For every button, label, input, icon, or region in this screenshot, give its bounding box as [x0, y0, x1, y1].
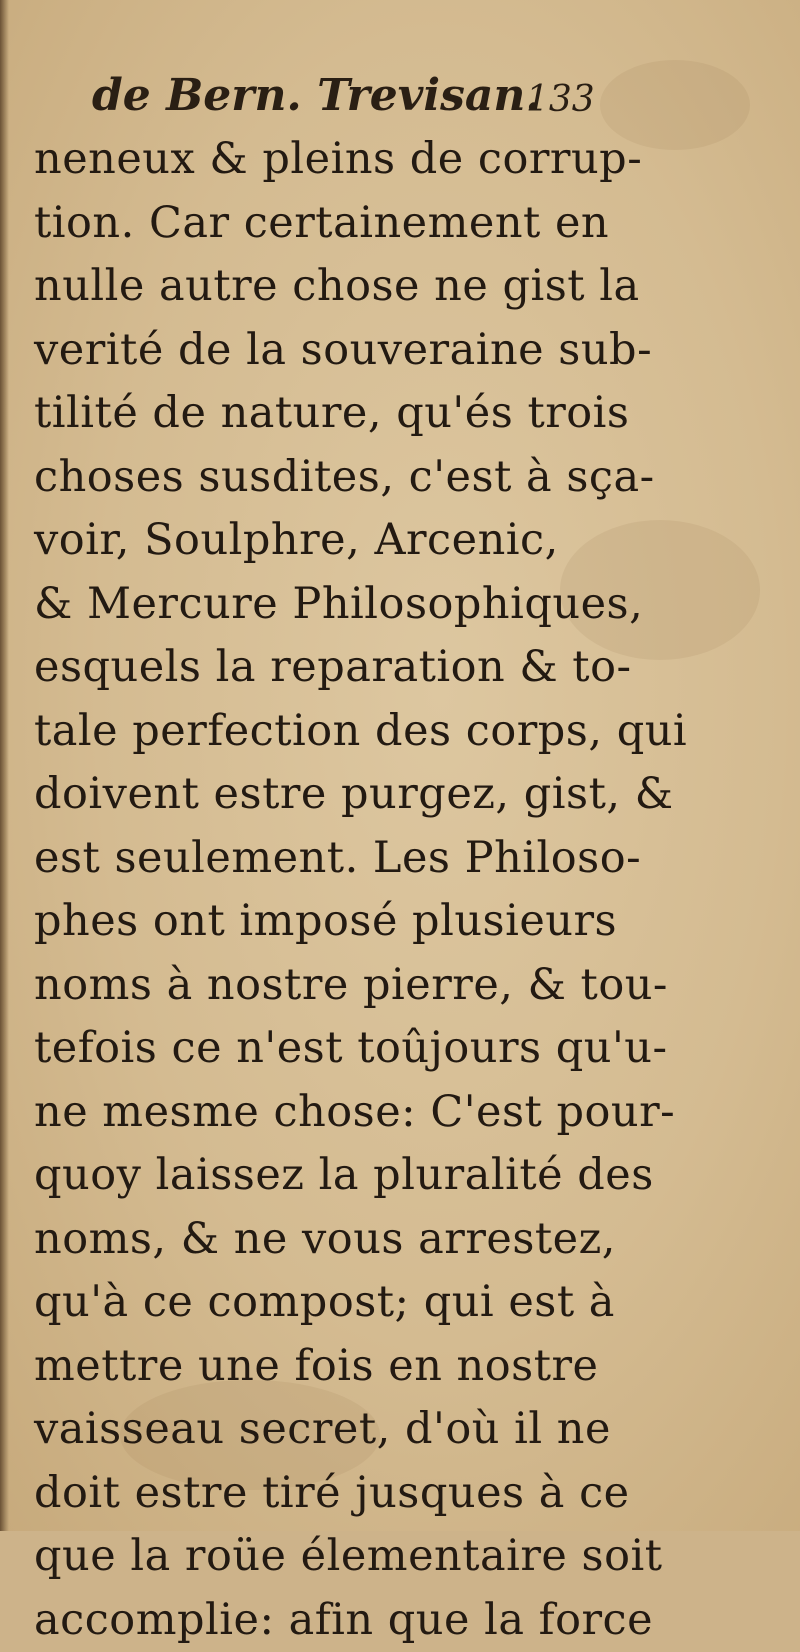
text-line: doivent estre purgez, gist, & [34, 763, 664, 827]
text-line: voir, Soulphre, Arcenic, [34, 509, 664, 573]
text-line: tefois ce n'est toûjours qu'u- [34, 1017, 664, 1081]
running-title: de Bern. Trevisan. [92, 66, 541, 126]
text-line: nulle autre chose ne gist la [34, 255, 664, 319]
text-line: & Mercure Philosophiques, [34, 573, 664, 637]
page-spine-edge [0, 0, 9, 1531]
text-line: verité de la souveraine sub- [34, 319, 664, 383]
text-line: phes ont imposé plusieurs [34, 890, 664, 954]
body-text [34, 128, 664, 1652]
text-line: mettre une fois en nostre [34, 1335, 664, 1399]
text-line: ne mesme chose: C'est pour- [34, 1081, 664, 1145]
text-line: tion. Car certainement en [34, 192, 664, 256]
text-line: choses susdites, c'est à sça- [34, 446, 664, 510]
text-line: tale perfection des corps, qui [34, 700, 664, 764]
text-line: tilité de nature, qu'és trois [34, 382, 664, 446]
text-line: accomplie: afin que la force [34, 1589, 664, 1652]
running-header [0, 66, 800, 136]
page-number: 133 [526, 70, 595, 130]
text-line: vaisseau secret, d'où il ne [34, 1398, 664, 1462]
text-line: esquels la reparation & to- [34, 636, 664, 700]
text-line: qu'à ce compost; qui est à [34, 1271, 664, 1335]
text-line: neneux & pleins de corrup- [34, 128, 664, 192]
text-line: quoy laissez la pluralité des [34, 1144, 664, 1208]
text-line: doit estre tiré jusques à ce [34, 1462, 664, 1526]
text-line: noms, & ne vous arrestez, [34, 1208, 664, 1272]
text-line: noms à nostre pierre, & tou- [34, 954, 664, 1018]
text-line: est seulement. Les Philoso- [34, 827, 664, 891]
text-line: que la roüe élementaire soit [34, 1525, 664, 1589]
